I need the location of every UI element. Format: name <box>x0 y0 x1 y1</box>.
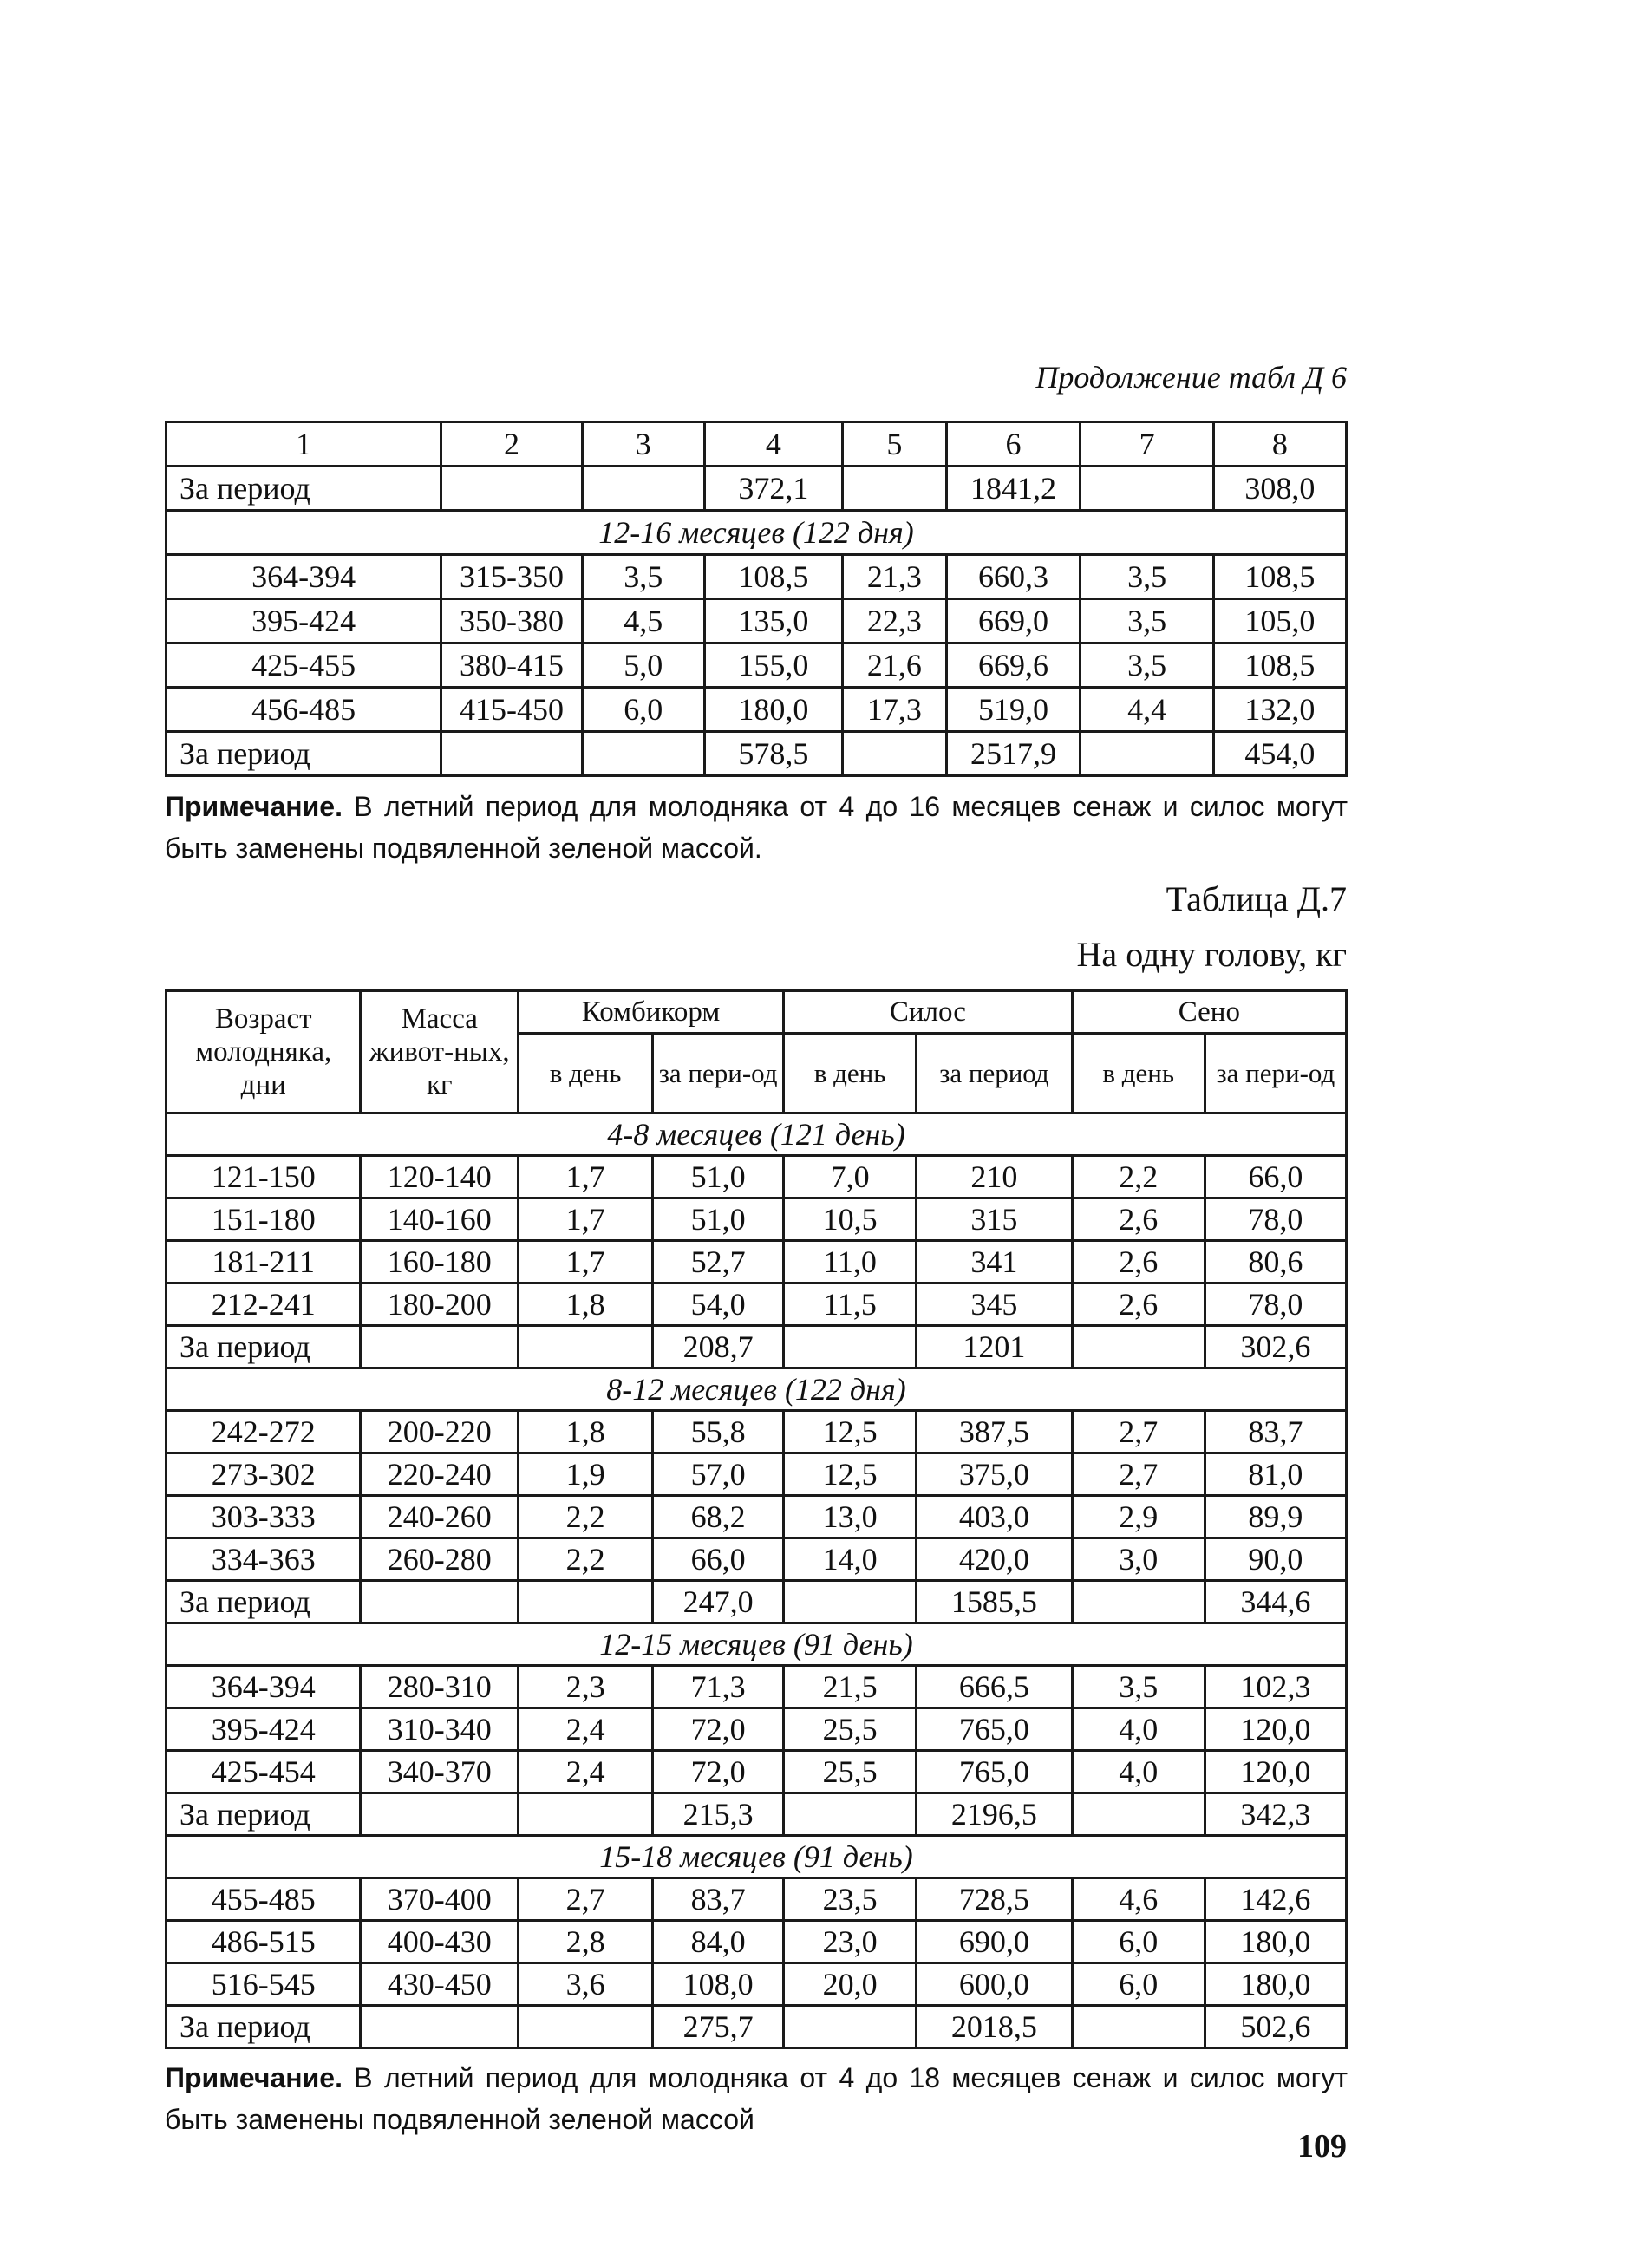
table-cell: 220-240 <box>361 1453 519 1496</box>
table-cell: 765,0 <box>917 1708 1073 1751</box>
section-title: 12-15 месяцев (91 день) <box>167 1623 1347 1666</box>
table-cell: 83,7 <box>1205 1411 1346 1453</box>
table-cell: 89,9 <box>1205 1496 1346 1538</box>
table-cell: 400-430 <box>361 1921 519 1963</box>
table-cell: 132,0 <box>1213 688 1346 732</box>
column-number-row <box>167 422 1347 467</box>
header-feed-per-period: за пери-од <box>653 1034 784 1113</box>
table-cell: 415-450 <box>441 688 582 732</box>
table-cell: 140-160 <box>361 1198 519 1241</box>
table-cell: 72,0 <box>653 1708 784 1751</box>
table-cell <box>784 1793 917 1836</box>
table-cell: 1,7 <box>519 1198 653 1241</box>
table-cell: 2,7 <box>1072 1411 1205 1453</box>
table-cell <box>1072 1326 1205 1368</box>
section-row <box>167 1368 1347 1411</box>
table-cell: 2,7 <box>1072 1453 1205 1496</box>
table-d7-title: Таблица Д.7 <box>1166 879 1347 918</box>
header-feed-per-day: в день <box>519 1034 653 1113</box>
table-cell: 502,6 <box>1205 2006 1346 2048</box>
table-cell: 10,5 <box>784 1198 917 1241</box>
table-cell: 2,6 <box>1072 1241 1205 1283</box>
table-d6-body <box>167 422 1347 776</box>
table-cell: 68,2 <box>653 1496 784 1538</box>
table-cell <box>519 2006 653 2048</box>
header-hay-per-day: в день <box>1072 1034 1205 1113</box>
table-cell: 273-302 <box>167 1453 361 1496</box>
header-feed: Комбикорм <box>519 991 784 1034</box>
table-cell: 669,6 <box>946 643 1081 688</box>
table-cell <box>361 1793 519 1836</box>
table-cell: 180-200 <box>361 1283 519 1326</box>
table-cell: 108,5 <box>1213 555 1346 599</box>
table-cell: 21,5 <box>784 1666 917 1708</box>
table-cell: 80,6 <box>1205 1241 1346 1283</box>
table-cell: 84,0 <box>653 1921 784 1963</box>
table-cell: 3,5 <box>1081 555 1213 599</box>
table-cell <box>843 732 947 776</box>
table-cell: 372,1 <box>704 467 842 511</box>
table-cell <box>361 2006 519 2048</box>
table-cell: 121-150 <box>167 1156 361 1198</box>
table-cell: 66,0 <box>653 1538 784 1581</box>
table-cell: 51,0 <box>653 1198 784 1241</box>
table-row <box>167 1453 1347 1496</box>
table-cell <box>784 1326 917 1368</box>
table-cell: 4,0 <box>1072 1751 1205 1793</box>
table-cell: 1841,2 <box>946 467 1081 511</box>
section-row <box>167 1113 1347 1156</box>
table-cell: 181-211 <box>167 1241 361 1283</box>
table-cell <box>843 467 947 511</box>
section-title: 15-18 месяцев (91 день) <box>167 1836 1347 1878</box>
table-cell: 2517,9 <box>946 732 1081 776</box>
table-cell: 2,8 <box>519 1921 653 1963</box>
table-cell: 7 <box>1081 422 1213 467</box>
section-row <box>167 1623 1347 1666</box>
table-cell <box>519 1326 653 1368</box>
table-cell: 403,0 <box>917 1496 1073 1538</box>
section-title: 4-8 месяцев (121 день) <box>167 1113 1347 1156</box>
table-cell: 14,0 <box>784 1538 917 1581</box>
table-cell: 350-380 <box>441 599 582 643</box>
table-cell: 2 <box>441 422 582 467</box>
table-cell: 1201 <box>917 1326 1073 1368</box>
table-cell: 142,6 <box>1205 1878 1346 1921</box>
table-cell: 6,0 <box>582 688 704 732</box>
table-cell: 212-241 <box>167 1283 361 1326</box>
table-cell: 3,5 <box>1081 599 1213 643</box>
table-cell: 4 <box>704 422 842 467</box>
table-cell: 2,2 <box>519 1496 653 1538</box>
table-cell: 55,8 <box>653 1411 784 1453</box>
section-title: 8-12 месяцев (122 дня) <box>167 1368 1347 1411</box>
table-cell: 1,7 <box>519 1156 653 1198</box>
table-cell: 108,5 <box>704 555 842 599</box>
table-cell: 57,0 <box>653 1453 784 1496</box>
table-cell: 135,0 <box>704 599 842 643</box>
table-cell: 516-545 <box>167 1963 361 2006</box>
table-cell <box>784 2006 917 2048</box>
table-cell: 151-180 <box>167 1198 361 1241</box>
table-cell: 3 <box>582 422 704 467</box>
table-cell: 11,0 <box>784 1241 917 1283</box>
table-cell: 208,7 <box>653 1326 784 1368</box>
header-mass: Масса живот-ных, кг <box>361 991 519 1113</box>
table-row <box>167 1411 1347 1453</box>
table-cell: 310-340 <box>361 1708 519 1751</box>
table-cell <box>1081 732 1213 776</box>
table-cell: 1,8 <box>519 1411 653 1453</box>
table-cell: 20,0 <box>784 1963 917 2006</box>
header-hay: Сено <box>1072 991 1346 1034</box>
table-cell: 341 <box>917 1241 1073 1283</box>
table-row <box>167 1241 1347 1283</box>
total-row <box>167 1793 1347 1836</box>
table-cell: 6 <box>946 422 1081 467</box>
table-cell: 4,5 <box>582 599 704 643</box>
table-cell: За период <box>167 732 441 776</box>
total-row <box>167 1581 1347 1623</box>
table-cell: 6,0 <box>1072 1963 1205 2006</box>
table-row <box>167 688 1347 732</box>
table-cell: 12,5 <box>784 1453 917 1496</box>
table-row <box>167 1283 1347 1326</box>
table-cell: 660,3 <box>946 555 1081 599</box>
table-cell: 1 <box>167 422 441 467</box>
page-number: 109 <box>1297 2128 1347 2165</box>
table-cell: 380-415 <box>441 643 582 688</box>
table-row <box>167 1751 1347 1793</box>
table-cell: 578,5 <box>704 732 842 776</box>
table-cell: 105,0 <box>1213 599 1346 643</box>
table-cell: 387,5 <box>917 1411 1073 1453</box>
table-cell: За период <box>167 1581 361 1623</box>
table-d7 <box>165 989 1348 2049</box>
table-cell: 240-260 <box>361 1496 519 1538</box>
table-cell: 275,7 <box>653 2006 784 2048</box>
table-cell: 2,7 <box>519 1878 653 1921</box>
table-row <box>167 1198 1347 1241</box>
table-cell: 11,5 <box>784 1283 917 1326</box>
header-silage-per-period: за период <box>917 1034 1073 1113</box>
table-cell: 2,3 <box>519 1666 653 1708</box>
table-cell: 2,9 <box>1072 1496 1205 1538</box>
table-cell: 280-310 <box>361 1666 519 1708</box>
table-cell: 3,0 <box>1072 1538 1205 1581</box>
table-cell: 315-350 <box>441 555 582 599</box>
table-cell <box>519 1793 653 1836</box>
table-cell: 2196,5 <box>917 1793 1073 1836</box>
table-cell: 210 <box>917 1156 1073 1198</box>
table-cell: 7,0 <box>784 1156 917 1198</box>
table-cell: 364-394 <box>167 1666 361 1708</box>
table-cell: За период <box>167 467 441 511</box>
table-cell: 2,4 <box>519 1708 653 1751</box>
table-cell: 669,0 <box>946 599 1081 643</box>
section-title: 12-16 месяцев (122 дня) <box>167 511 1347 555</box>
table-cell: 180,0 <box>1205 1921 1346 1963</box>
table-cell: 17,3 <box>843 688 947 732</box>
table-cell: 345 <box>917 1283 1073 1326</box>
table-cell: 90,0 <box>1205 1538 1346 1581</box>
note-2-label: Примечание. <box>165 2062 343 2093</box>
table-cell: 78,0 <box>1205 1198 1346 1241</box>
table-cell: 25,5 <box>784 1751 917 1793</box>
table-cell: 66,0 <box>1205 1156 1346 1198</box>
table-d7-body <box>167 1113 1347 2048</box>
table-cell: 3,6 <box>519 1963 653 2006</box>
table-cell: 425-455 <box>167 643 441 688</box>
table-cell: 2,6 <box>1072 1198 1205 1241</box>
table-row <box>167 1156 1347 1198</box>
table-cell: 23,0 <box>784 1921 917 1963</box>
table-cell: 23,5 <box>784 1878 917 1921</box>
table-cell: 8 <box>1213 422 1346 467</box>
table-cell: За период <box>167 1793 361 1836</box>
table-cell <box>361 1326 519 1368</box>
table-cell: 430-450 <box>361 1963 519 2006</box>
table-row <box>167 643 1347 688</box>
header-silage-per-day: в день <box>784 1034 917 1113</box>
table-d7-unit: На одну голову, кг <box>1076 935 1347 974</box>
table-cell: 180,0 <box>1205 1963 1346 2006</box>
continuation-caption: Продолжение табл Д 6 <box>1035 360 1347 395</box>
table-cell: 315 <box>917 1198 1073 1241</box>
table-cell: 54,0 <box>653 1283 784 1326</box>
table-cell: 519,0 <box>946 688 1081 732</box>
table-cell: 22,3 <box>843 599 947 643</box>
table-cell: 1,7 <box>519 1241 653 1283</box>
table-cell: 260-280 <box>361 1538 519 1581</box>
table-cell: 1,9 <box>519 1453 653 1496</box>
table-row <box>167 555 1347 599</box>
table-cell: 72,0 <box>653 1751 784 1793</box>
table-cell <box>441 732 582 776</box>
total-row <box>167 2006 1347 2048</box>
header-age: Возраст молодняка, дни <box>167 991 361 1113</box>
table-cell: 2,2 <box>519 1538 653 1581</box>
table-cell: 690,0 <box>917 1921 1073 1963</box>
table-cell: 420,0 <box>917 1538 1073 1581</box>
table-cell: 160-180 <box>361 1241 519 1283</box>
table-row <box>167 1538 1347 1581</box>
table-cell: 2,6 <box>1072 1283 1205 1326</box>
table-cell <box>1072 1793 1205 1836</box>
table-cell: 120,0 <box>1205 1708 1346 1751</box>
table-cell: 4,4 <box>1081 688 1213 732</box>
header-hay-per-period: за пери-од <box>1205 1034 1346 1113</box>
table-cell: 364-394 <box>167 555 441 599</box>
table-cell: 108,0 <box>653 1963 784 2006</box>
section-row <box>167 511 1347 555</box>
table-cell: 600,0 <box>917 1963 1073 2006</box>
table-cell: 102,3 <box>1205 1666 1346 1708</box>
table-cell: 395-424 <box>167 599 441 643</box>
table-d6-continuation <box>165 421 1348 777</box>
table-cell <box>784 1581 917 1623</box>
table-cell: 3,5 <box>1081 643 1213 688</box>
table-cell <box>361 1581 519 1623</box>
table-cell: 83,7 <box>653 1878 784 1921</box>
table-cell: 81,0 <box>1205 1453 1346 1496</box>
table-cell: 3,5 <box>582 555 704 599</box>
table-row <box>167 1666 1347 1708</box>
table-cell: 454,0 <box>1213 732 1346 776</box>
note-2-text: В летний период для молодняка от 4 до 18 месяцев сенаж и силос могут быть заменены подвяленной зеленой массой <box>165 2062 1348 2135</box>
table-cell: 21,3 <box>843 555 947 599</box>
table-cell: 2,4 <box>519 1751 653 1793</box>
table-row <box>167 1921 1347 1963</box>
table-cell: 486-515 <box>167 1921 361 1963</box>
note-1-label: Примечание. <box>165 791 343 822</box>
table-cell: 666,5 <box>917 1666 1073 1708</box>
table-cell: 1585,5 <box>917 1581 1073 1623</box>
table-cell: 12,5 <box>784 1411 917 1453</box>
table-cell: 200-220 <box>361 1411 519 1453</box>
table-cell <box>1072 1581 1205 1623</box>
table-cell <box>582 732 704 776</box>
table-cell: 6,0 <box>1072 1921 1205 1963</box>
table-cell: 247,0 <box>653 1581 784 1623</box>
total-row <box>167 732 1347 776</box>
table-cell: 395-424 <box>167 1708 361 1751</box>
table-cell: 78,0 <box>1205 1283 1346 1326</box>
table-cell: 302,6 <box>1205 1326 1346 1368</box>
table-cell: 4,6 <box>1072 1878 1205 1921</box>
table-cell: 120-140 <box>361 1156 519 1198</box>
note-1 <box>165 786 1348 869</box>
table-cell: 4,0 <box>1072 1708 1205 1751</box>
table-cell: 13,0 <box>784 1496 917 1538</box>
table-cell <box>1072 2006 1205 2048</box>
table-cell: 108,5 <box>1213 643 1346 688</box>
header-silage: Силос <box>784 991 1073 1034</box>
table-cell: 5 <box>843 422 947 467</box>
section-row <box>167 1836 1347 1878</box>
table-cell: 340-370 <box>361 1751 519 1793</box>
table-cell: 303-333 <box>167 1496 361 1538</box>
total-row <box>167 1326 1347 1368</box>
table-cell: 180,0 <box>704 688 842 732</box>
table-cell: 344,6 <box>1205 1581 1346 1623</box>
table-cell: 425-454 <box>167 1751 361 1793</box>
table-cell: 3,5 <box>1072 1666 1205 1708</box>
table-cell: 2,2 <box>1072 1156 1205 1198</box>
table-row <box>167 1708 1347 1751</box>
table-cell: 242-272 <box>167 1411 361 1453</box>
table-row <box>167 599 1347 643</box>
table-cell <box>441 467 582 511</box>
table-cell: 1,8 <box>519 1283 653 1326</box>
table-cell: 334-363 <box>167 1538 361 1581</box>
note-2 <box>165 2057 1348 2140</box>
note-1-text: В летний период для молодняка от 4 до 16 месяцев сенаж и силос могут быть заменены подвяленной зеленой массой. <box>165 791 1348 864</box>
table-cell: 728,5 <box>917 1878 1073 1921</box>
table-cell: 52,7 <box>653 1241 784 1283</box>
table-d7-header <box>167 991 1347 1113</box>
table-cell <box>1081 467 1213 511</box>
table-cell: За период <box>167 1326 361 1368</box>
table-cell: 2018,5 <box>917 2006 1073 2048</box>
table-cell: 21,6 <box>843 643 947 688</box>
table-cell: 155,0 <box>704 643 842 688</box>
table-cell: 375,0 <box>917 1453 1073 1496</box>
table-cell: 308,0 <box>1213 467 1346 511</box>
table-cell: 51,0 <box>653 1156 784 1198</box>
table-cell: 5,0 <box>582 643 704 688</box>
table-cell: 455-485 <box>167 1878 361 1921</box>
table-cell: 215,3 <box>653 1793 784 1836</box>
table-row <box>167 1963 1347 2006</box>
table-cell <box>582 467 704 511</box>
table-cell: 71,3 <box>653 1666 784 1708</box>
total-row <box>167 467 1347 511</box>
table-row <box>167 1496 1347 1538</box>
table-cell: 370-400 <box>361 1878 519 1921</box>
table-row <box>167 1878 1347 1921</box>
table-cell: 456-485 <box>167 688 441 732</box>
table-cell: 342,3 <box>1205 1793 1346 1836</box>
table-cell: 765,0 <box>917 1751 1073 1793</box>
table-cell: За период <box>167 2006 361 2048</box>
table-cell: 25,5 <box>784 1708 917 1751</box>
table-cell <box>519 1581 653 1623</box>
table-cell: 120,0 <box>1205 1751 1346 1793</box>
